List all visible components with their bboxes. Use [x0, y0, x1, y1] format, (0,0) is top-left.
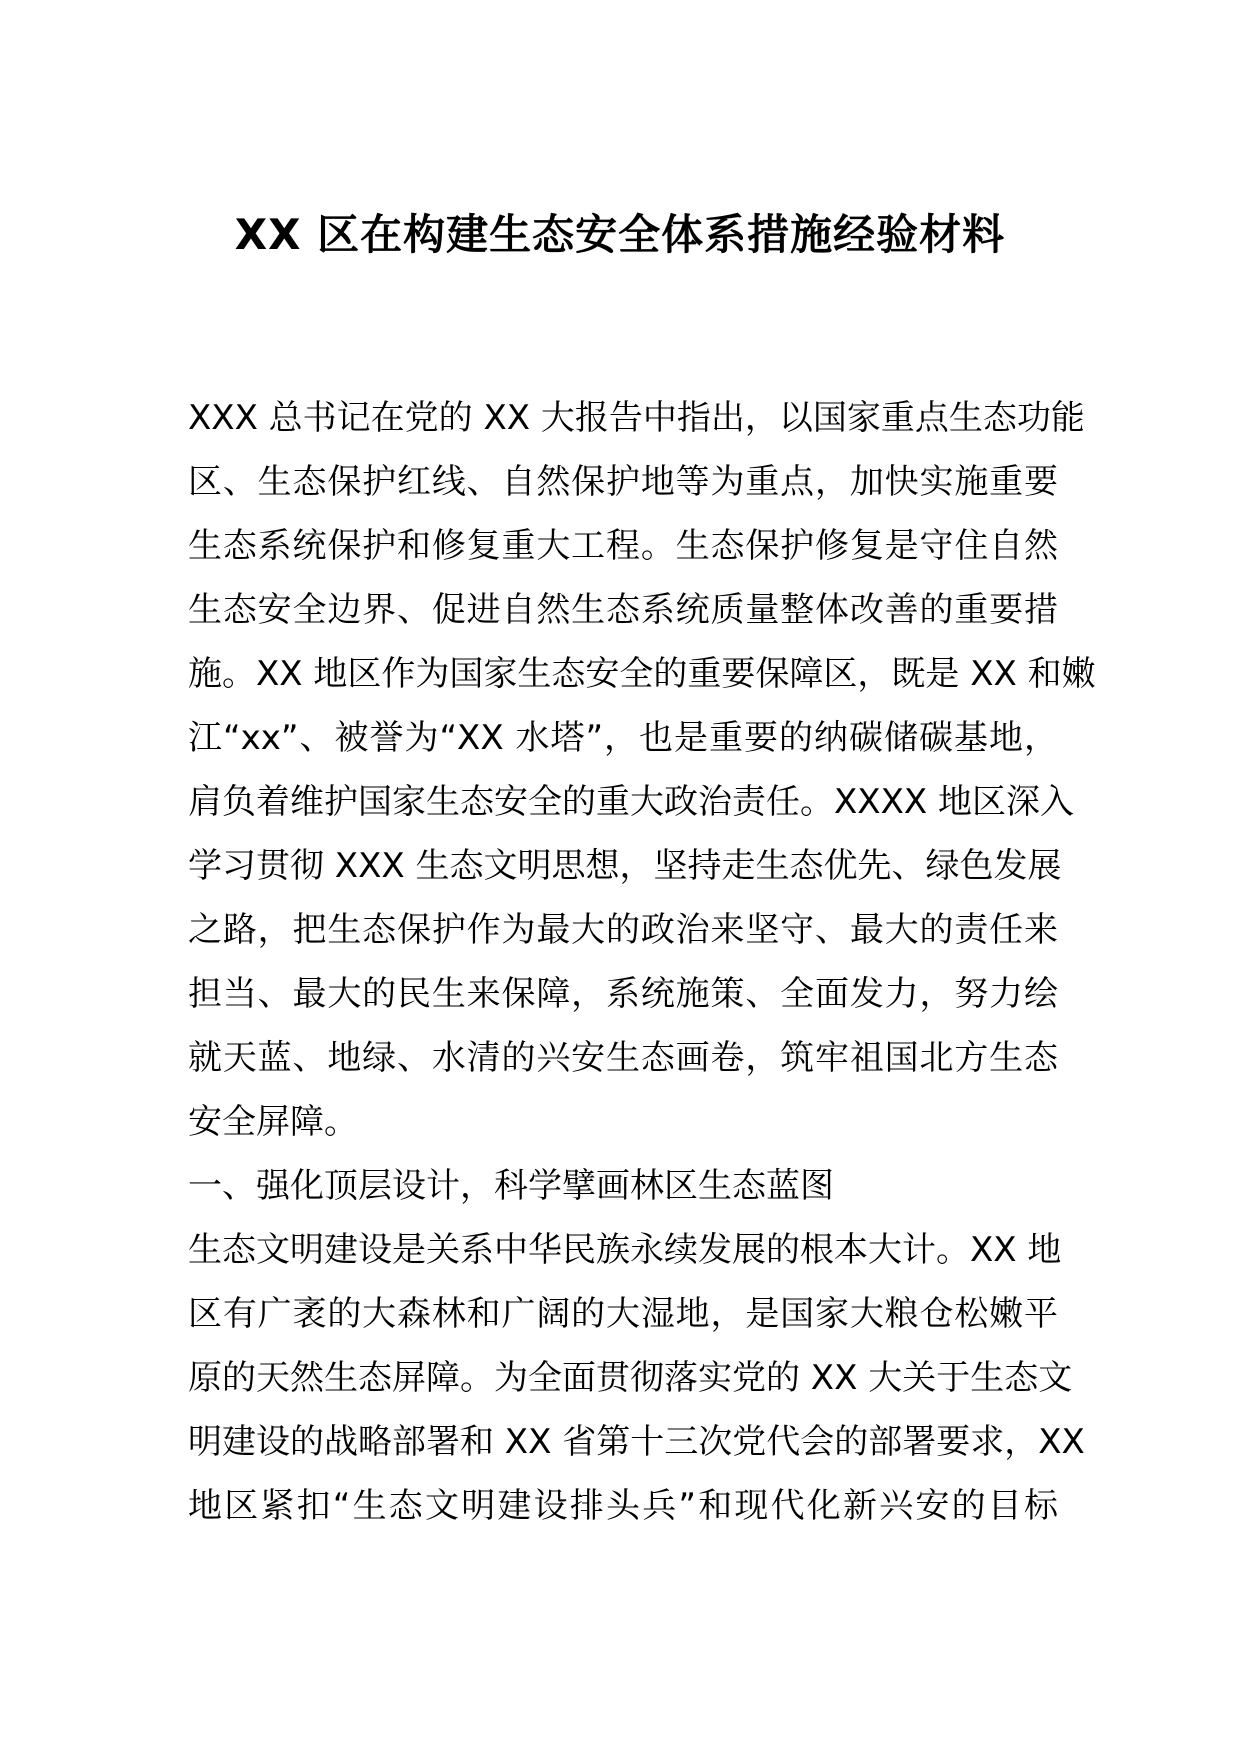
body-line: 之路，把生态保护作为最大的政治来坚守、最大的责任来	[188, 910, 1058, 950]
body-line: 原的天然生态屏障。为全面贯彻落实党的 XX 大关于生态文	[188, 1358, 1073, 1398]
body-line: XXX 总书记在党的 XX 大报告中指出，以国家重点生态功能	[188, 398, 1085, 438]
body-line: 区、生态保护红线、自然保护地等为重点，加快实施重要	[188, 462, 1058, 502]
body-line: 明建设的战略部署和 XX 省第十三次党代会的部署要求，XX	[188, 1422, 1085, 1462]
body-line: 就天蓝、地绿、水清的兴安生态画卷，筑牢祖国北方生态	[188, 1038, 1058, 1078]
body-line: 生态系统保护和修复重大工程。生态保护修复是守住自然	[188, 526, 1058, 566]
body-line: 担当、最大的民生来保障，系统施策、全面发力，努力绘	[188, 974, 1058, 1014]
body-line: 江“xx”、被誉为“XX 水塔”，也是重要的纳碳储碳基地，	[188, 718, 1058, 758]
body-line: 生态安全边界、促进自然生态系统质量整体改善的重要措	[188, 590, 1058, 630]
body-line: 肩负着维护国家生态安全的重大政治责任。XXXX 地区深入	[188, 782, 1074, 822]
paragraph-end-line: 安全屏障。	[188, 1102, 358, 1142]
body-line: 生态文明建设是关系中华民族永续发展的根本大计。XX 地	[188, 1230, 1062, 1270]
section-heading: 一、强化顶层设计，科学擘画林区生态蓝图	[188, 1166, 834, 1206]
body-line: 学习贯彻 XXX 生态文明思想，坚持走生态优先、绿色发展	[188, 846, 1062, 886]
body-line: 地区紧扣“生态文明建设排头兵”和现代化新兴安的目标	[188, 1486, 1058, 1526]
body-line: 区有广袤的大森林和广阔的大湿地，是国家大粮仓松嫩平	[188, 1294, 1058, 1334]
body-line: 施。XX 地区作为国家生态安全的重要保障区，既是 XX 和嫩	[188, 654, 1096, 694]
document-body	[188, 386, 1096, 1538]
document-title: XX 区在构建生态安全体系措施经验材料	[234, 210, 1006, 259]
